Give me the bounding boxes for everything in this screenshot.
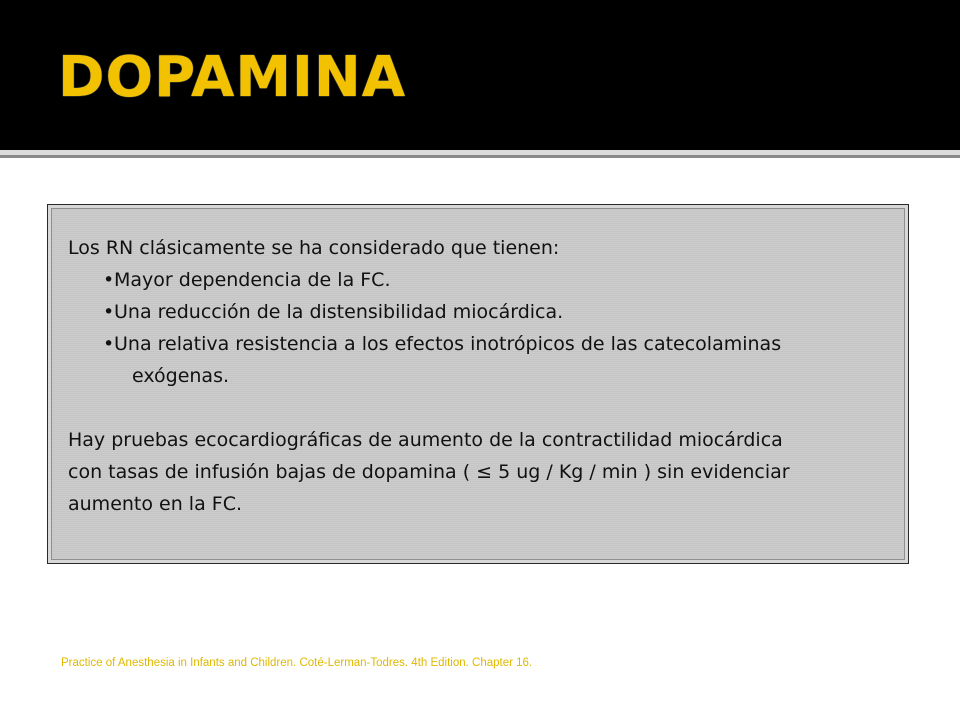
- paragraph-line: aumento en la FC.: [68, 493, 243, 515]
- content-text: [68, 232, 898, 520]
- reference-footer: Practice of Anesthesia in Infants and Children. Coté-Lerman-Todres. 4th Edition. Chapter 16.: [61, 657, 533, 669]
- list-item: [68, 264, 898, 296]
- bullet-text: Una relativa resistencia a los efectos inotrópicos de las catecolaminas: [114, 333, 782, 355]
- bullet-text: Mayor dependencia de la FC.: [114, 269, 391, 291]
- bullet-list: [68, 264, 898, 360]
- bullet-icon: •: [103, 333, 115, 355]
- list-item: [68, 328, 898, 360]
- bullet-continuation: exógenas.: [132, 365, 230, 387]
- list-item: [68, 296, 898, 328]
- slide-header: [0, 0, 960, 150]
- paragraph-spacer: [68, 392, 898, 424]
- bullet-icon: •: [103, 301, 115, 323]
- content-box: [47, 204, 909, 564]
- paragraph-line: Hay pruebas ecocardiográficas de aumento de la contractilidad miocárdica: [68, 429, 783, 451]
- slide-title: DOPAMINA: [58, 45, 407, 110]
- intro-text: Los RN clásicamente se ha considerado que tienen:: [68, 237, 560, 259]
- bullet-text: Una reducción de la distensibilidad miocárdica.: [114, 301, 564, 323]
- paragraph-line: con tasas de infusión bajas de dopamina ( ≤ 5 ug / Kg / min ) sin evidenciar: [68, 461, 790, 483]
- bullet-icon: •: [103, 269, 115, 291]
